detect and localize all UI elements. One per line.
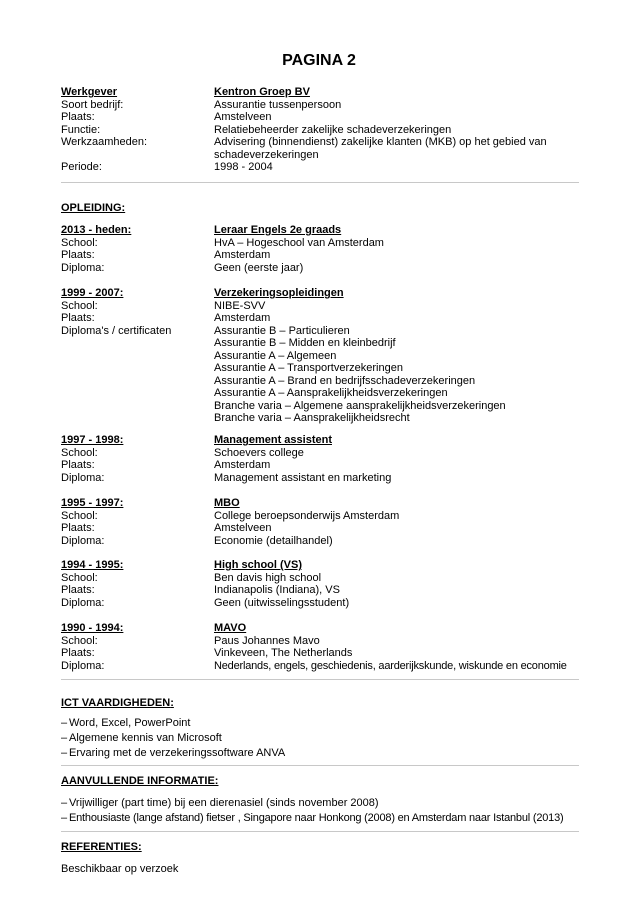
education-block bbox=[61, 497, 579, 547]
education-block bbox=[61, 287, 579, 425]
row-value: Assurantie A – Transportverzekeringen bbox=[214, 362, 403, 374]
row-label: School: bbox=[61, 299, 98, 312]
row-label: 1995 - 1997: bbox=[61, 497, 124, 509]
row-label: Functie: bbox=[61, 123, 101, 136]
education-row bbox=[61, 434, 579, 447]
education-row bbox=[61, 597, 579, 610]
row-value: College beroepsonderwijs Amsterdam bbox=[214, 509, 400, 522]
job-row bbox=[61, 99, 579, 112]
education-row bbox=[61, 362, 579, 375]
list-item bbox=[61, 716, 579, 731]
divider bbox=[61, 679, 579, 680]
row-value: Leraar Engels 2e graads bbox=[214, 224, 342, 236]
row-value: Assurantie A – Algemeen bbox=[214, 349, 337, 362]
ict-list bbox=[61, 716, 579, 761]
row-value: Assurantie A – Brand en bedrijfsschadeverzekeringen bbox=[214, 374, 476, 387]
education-row bbox=[61, 325, 579, 338]
list-item bbox=[61, 746, 579, 761]
row-value: Vinkeveen, The Netherlands bbox=[214, 647, 353, 659]
row-value: Verzekeringsopleidingen bbox=[214, 287, 344, 299]
row-label: Periode: bbox=[61, 161, 102, 173]
row-label: Soort bedrijf: bbox=[61, 98, 124, 111]
row-value: Branche varia – Algemene aansprakelijkheidsverzekeringen bbox=[214, 399, 506, 412]
row-value: Schoevers college bbox=[214, 446, 304, 459]
row-value: Indianapolis (Indiana), VS bbox=[214, 584, 340, 596]
row-label: 1994 - 1995: bbox=[61, 559, 124, 571]
job-row bbox=[61, 111, 579, 124]
row-value: Kentron Groep BV bbox=[214, 86, 310, 98]
row-label: Plaats: bbox=[61, 459, 95, 471]
row-label: Diploma's / certificaten bbox=[61, 324, 172, 337]
row-label bbox=[61, 412, 214, 425]
education-row bbox=[61, 497, 579, 510]
education-row bbox=[61, 622, 579, 635]
row-label: Plaats: bbox=[61, 522, 95, 534]
row-label: Plaats: bbox=[61, 584, 95, 596]
education-block bbox=[61, 559, 579, 609]
references-text: Beschikbaar op verzoek bbox=[61, 863, 179, 875]
education-row bbox=[61, 522, 579, 535]
education-row bbox=[61, 350, 579, 363]
row-value: Assurantie A – Aansprakelijkheidsverzekeringen bbox=[214, 387, 448, 399]
education-block bbox=[61, 224, 579, 274]
row-value: Amsterdam bbox=[214, 312, 271, 324]
dash-bullet: – bbox=[61, 797, 68, 809]
education-row bbox=[61, 262, 579, 275]
row-value: Management assistent bbox=[214, 434, 332, 446]
row-value: MAVO bbox=[214, 622, 247, 634]
row-label: School: bbox=[61, 446, 98, 459]
list-item-text: Vrijwilliger (part time) bij een dierenasiel (sinds november 2008) bbox=[69, 797, 379, 809]
row-label: Plaats: bbox=[61, 312, 95, 324]
references-heading: REFERENTIES: bbox=[61, 841, 142, 853]
row-label: Diploma: bbox=[61, 596, 105, 609]
row-label: Werkzaamheden: bbox=[61, 136, 148, 148]
divider bbox=[61, 182, 579, 183]
job-section bbox=[61, 86, 579, 174]
row-value: Assurantie B – Particulieren bbox=[214, 324, 350, 337]
row-label bbox=[61, 337, 214, 350]
row-label: 2013 - heden: bbox=[61, 224, 132, 236]
education-row bbox=[61, 635, 579, 648]
list-item-text: Enthousiaste (lange afstand) fietser , Singapore naar Honkong (2008) en Amsterdam naar Istanbul (2013) bbox=[69, 812, 564, 824]
education-row bbox=[61, 375, 579, 388]
row-label: School: bbox=[61, 509, 98, 522]
row-label: Diploma: bbox=[61, 261, 105, 274]
row-value: Assurantie tussenpersoon bbox=[214, 98, 342, 111]
row-value: Management assistant en marketing bbox=[214, 471, 392, 484]
row-label: School: bbox=[61, 571, 98, 584]
row-label: Plaats: bbox=[61, 111, 95, 123]
row-label bbox=[61, 350, 214, 363]
row-value: MBO bbox=[214, 497, 240, 509]
row-value: schadeverzekeringen bbox=[214, 148, 319, 161]
row-value: Geen (uitwisselingsstudent) bbox=[214, 596, 350, 609]
row-value: Branche varia – Aansprakelijkheidsrecht bbox=[214, 412, 410, 424]
education-heading: OPLEIDING: bbox=[61, 202, 126, 214]
row-label: School: bbox=[61, 236, 98, 249]
row-value: 1998 - 2004 bbox=[214, 161, 273, 173]
job-row bbox=[61, 161, 579, 174]
row-value: Relatiebeheerder zakelijke schadeverzekeringen bbox=[214, 123, 452, 136]
ict-heading-text: ICT VAARDIGHEDEN bbox=[61, 697, 171, 709]
row-label: Plaats: bbox=[61, 647, 95, 659]
ict-heading-colon: : bbox=[170, 697, 174, 709]
education-block bbox=[61, 622, 579, 672]
row-label bbox=[61, 400, 214, 413]
education-row bbox=[61, 249, 579, 262]
education-row bbox=[61, 472, 579, 485]
row-value: Ben davis high school bbox=[214, 571, 322, 584]
education-row bbox=[61, 510, 579, 523]
row-value: Paus Johannes Mavo bbox=[214, 634, 320, 647]
ict-heading bbox=[61, 697, 174, 709]
dash-bullet: – bbox=[61, 747, 68, 759]
row-label: 1997 - 1998: bbox=[61, 434, 124, 446]
education-row bbox=[61, 535, 579, 548]
list-item-text: Word, Excel, PowerPoint bbox=[69, 717, 191, 729]
row-value: Advisering (binnendienst) zakelijke klanten (MKB) op het gebied van bbox=[214, 136, 547, 148]
list-item-text: Ervaring met de verzekeringssoftware ANVA bbox=[69, 747, 286, 759]
row-label: 1990 - 1994: bbox=[61, 622, 124, 634]
education-row bbox=[61, 400, 579, 413]
divider bbox=[61, 765, 579, 766]
divider bbox=[61, 831, 579, 832]
education-row bbox=[61, 559, 579, 572]
row-value: Assurantie B – Midden en kleinbedrijf bbox=[214, 337, 396, 349]
job-row bbox=[61, 124, 579, 137]
education-row bbox=[61, 584, 579, 597]
education-row bbox=[61, 447, 579, 460]
row-label bbox=[61, 387, 214, 400]
row-label: Werkgever bbox=[61, 86, 118, 98]
job-row bbox=[61, 86, 579, 99]
row-label: Diploma: bbox=[61, 471, 105, 484]
dash-bullet: – bbox=[61, 812, 67, 824]
list-item-text: Algemene kennis van Microsoft bbox=[69, 732, 222, 744]
list-item bbox=[61, 731, 579, 746]
education-block bbox=[61, 434, 579, 484]
row-label: 1999 - 2007: bbox=[61, 287, 124, 299]
education-row bbox=[61, 312, 579, 325]
education-row bbox=[61, 647, 579, 660]
list-item bbox=[61, 796, 579, 811]
education-row bbox=[61, 459, 579, 472]
row-value: Economie (detailhandel) bbox=[214, 534, 333, 547]
dash-bullet: – bbox=[61, 732, 68, 744]
education-row bbox=[61, 287, 579, 300]
row-label bbox=[61, 149, 214, 162]
education-row bbox=[61, 337, 579, 350]
row-value: High school (VS) bbox=[214, 559, 302, 571]
list-item bbox=[61, 811, 579, 826]
row-label bbox=[61, 362, 214, 375]
education-row bbox=[61, 660, 579, 673]
row-value: Amsterdam bbox=[214, 459, 271, 471]
row-value: Amsterdam bbox=[214, 249, 271, 261]
row-value: Amstelveen bbox=[214, 111, 272, 123]
dash-bullet: – bbox=[61, 717, 68, 729]
row-label: Plaats: bbox=[61, 249, 95, 261]
row-value: Geen (eerste jaar) bbox=[214, 261, 304, 274]
job-row bbox=[61, 136, 579, 149]
row-value: HvA – Hogeschool van Amsterdam bbox=[214, 236, 384, 249]
education-row bbox=[61, 224, 579, 237]
education-row bbox=[61, 412, 579, 425]
job-row bbox=[61, 149, 579, 162]
extra-info-heading: AANVULLENDE INFORMATIE: bbox=[61, 775, 219, 787]
page-title: PAGINA 2 bbox=[282, 52, 356, 69]
row-value: Amstelveen bbox=[214, 522, 272, 534]
extra-info-list bbox=[61, 796, 579, 826]
row-value: NIBE-SVV bbox=[214, 299, 266, 312]
row-label: Diploma: bbox=[61, 534, 105, 547]
row-value: Nederlands, engels, geschiedenis, aarderijkskunde, wiskunde en economie bbox=[214, 659, 567, 672]
education-row bbox=[61, 300, 579, 313]
row-label: Diploma: bbox=[61, 659, 105, 672]
education-row bbox=[61, 237, 579, 250]
education-row bbox=[61, 572, 579, 585]
education-row bbox=[61, 387, 579, 400]
row-label: School: bbox=[61, 634, 98, 647]
row-label bbox=[61, 375, 214, 388]
